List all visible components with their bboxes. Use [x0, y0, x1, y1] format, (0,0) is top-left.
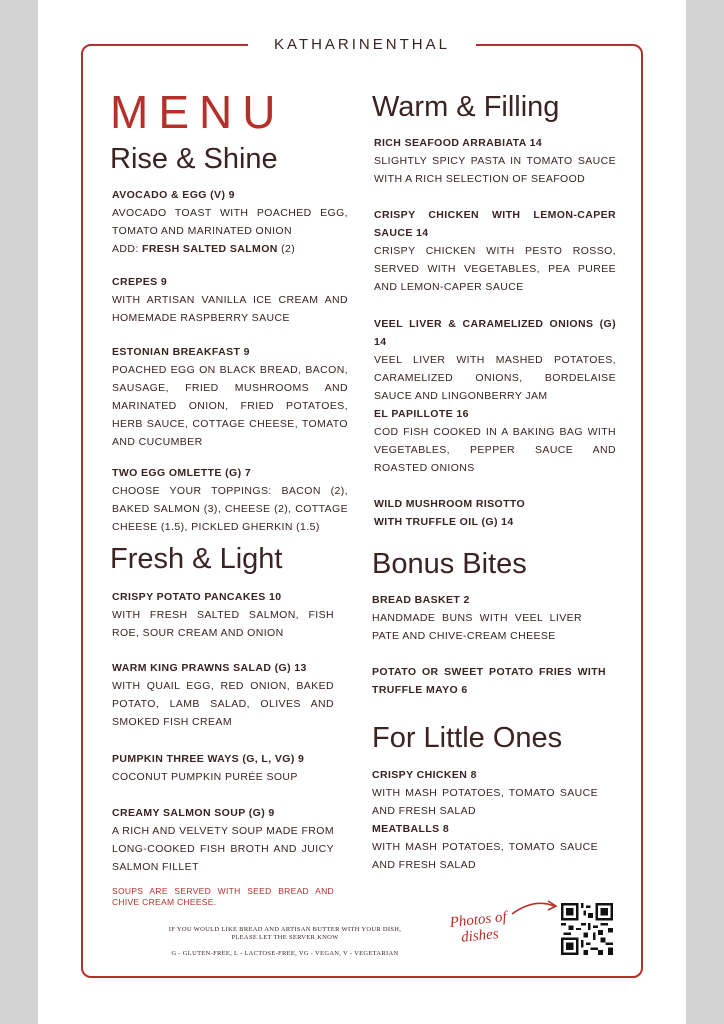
item-name: TWO EGG OMLETTE (G) 7: [112, 467, 252, 479]
item-name: RICH SEAFOOD ARRABIATA 14: [374, 137, 543, 149]
photos-label: Photos of dishes: [448, 909, 508, 946]
section-title-rise: Rise & Shine: [110, 143, 278, 175]
item-name: ESTONIAN BREAKFAST 9: [112, 346, 250, 358]
section-title-warm: Warm & Filling: [372, 91, 560, 123]
menu-item: [374, 495, 534, 531]
addon-name: FRESH SALTED SALMON: [142, 243, 278, 255]
menu-title: MENU: [110, 86, 286, 138]
item-name: PUMPKIN THREE WAYS (G, L, VG) 9: [112, 753, 305, 765]
item-name: POTATO OR SWEET POTATO FRIES WITH TRUFFLE MAYO 6: [372, 666, 606, 696]
item-addon: [112, 240, 348, 258]
item-description: COD FISH COOKED IN A BAKING BAG WITH VEGETABLES, PEPPER SAUCE AND ROASTED ONIONS: [374, 426, 616, 474]
menu-item: [112, 343, 348, 451]
menu-item: [374, 134, 616, 188]
item-description: WITH ARTISAN VANILLA ICE CREAM AND HOMEMADE RASPBERRY SAUCE: [112, 294, 348, 324]
item-name: WILD MUSHROOM RISOTTO WITH TRUFFLE OIL (G) 14: [374, 498, 526, 528]
item-description: WITH QUAIL EGG, RED ONION, BAKED POTATO, LAMB SALAD, OLIVES AND SMOKED FISH CREAM: [112, 680, 334, 728]
item-description: VEEL LIVER WITH MASHED POTATOES, CARAMELIZED ONIONS, BORDELAISE SAUCE AND LINGONBERRY JAM: [374, 354, 616, 402]
addon-prefix: ADD:: [112, 243, 143, 255]
item-name: BREAD BASKET 2: [372, 594, 470, 606]
brand-name: KATHARINENTHAL: [248, 34, 476, 56]
item-description: WITH FRESH SALTED SALMON, FISH ROE, SOUR CREAM AND ONION: [112, 609, 334, 639]
menu-item: [112, 273, 348, 327]
item-description: AVOCADO TOAST WITH POACHED EGG, TOMATO AND MARINATED ONION: [112, 207, 348, 237]
menu-item: [112, 750, 334, 786]
item-description: WITH MASH POTATOES, TOMATO SAUCE AND FRESH SALAD: [372, 787, 598, 817]
footer-bread-note: IF YOU WOULD LIKE BREAD AND ARTISAN BUTTER WITH YOUR DISH, PLEASE LET THE SERVER KNOW: [168, 926, 402, 941]
soup-note: SOUPS ARE SERVED WITH SEED BREAD AND CHIVE CREAM CHEESE.: [112, 886, 334, 907]
item-description: COCONUT PUMPKIN PURÉE SOUP: [112, 771, 298, 783]
item-name: CREAMY SALMON SOUP (G) 9: [112, 807, 275, 819]
item-name: CRISPY POTATO PANCAKES 10: [112, 591, 282, 603]
addon-price: (2): [277, 243, 296, 255]
item-description: POACHED EGG ON BLACK BREAD, BACON, SAUSAGE, FRIED MUSHROOMS AND MARINATED ONION, FRIED POTATOES, HERB SAUCE, COTTAGE CHEESE, TOMATO AND CUCUMBER: [112, 364, 348, 448]
menu-item: [372, 766, 598, 874]
item-description: SLIGHTLY SPICY PASTA IN TOMATO SAUCE WITH A RICH SELECTION OF SEAFOOD: [374, 155, 616, 185]
item-name: MEATBALLS 8: [372, 823, 450, 835]
item-name: WARM KING PRAWNS SALAD (G) 13: [112, 662, 307, 674]
menu-item: [374, 405, 616, 477]
item-name: VEEL LIVER & CARAMELIZED ONIONS (G) 14: [374, 318, 616, 348]
menu-item: [372, 591, 582, 645]
section-title-bonus: Bonus Bites: [372, 548, 527, 580]
menu-item: [374, 315, 616, 405]
qr-code[interactable]: [561, 903, 613, 955]
menu-item: [372, 663, 606, 699]
item-description: HANDMADE BUNS WITH VEEL LIVER PATE AND CHIVE-CREAM CHEESE: [372, 612, 582, 642]
menu-item: [112, 186, 348, 258]
item-name: CREPES 9: [112, 276, 168, 288]
section-title-little: For Little Ones: [372, 722, 563, 754]
menu-item: [112, 804, 334, 876]
menu-item: [112, 588, 334, 642]
footer-legend: G - GLUTEN-FREE, L - LACTOSE-FREE, VG - VEGAN, V - VEGETARIAN: [171, 950, 399, 957]
item-name: AVOCADO & EGG (V) 9: [112, 189, 235, 201]
menu-item: [112, 659, 334, 731]
item-name: CRISPY CHICKEN 8: [372, 769, 477, 781]
menu-item: [112, 464, 348, 536]
item-description: CHOOSE YOUR TOPPINGS: BACON (2), BAKED SALMON (3), CHEESE (2), COTTAGE CHEESE (1.5), PICKLED GHERKIN (1.5): [112, 485, 348, 533]
section-title-fresh: Fresh & Light: [110, 543, 283, 575]
item-description: CRISPY CHICKEN WITH PESTO ROSSO, SERVED WITH VEGETABLES, PEA PUREE AND LEMON-CAPER SAUCE: [374, 245, 616, 293]
footer-note: [160, 926, 410, 958]
item-name: EL PAPILLOTE 16: [374, 408, 469, 420]
menu-item: [374, 206, 616, 296]
curved-arrow-icon: [510, 896, 560, 918]
item-description: WITH MASH POTATOES, TOMATO SAUCE AND FRESH SALAD: [372, 841, 598, 871]
item-name: CRISPY CHICKEN WITH LEMON-CAPER SAUCE 14: [374, 209, 616, 239]
item-description: A RICH AND VELVETY SOUP MADE FROM LONG-COOKED FISH BROTH AND JUICY SALMON FILLET: [112, 825, 334, 873]
